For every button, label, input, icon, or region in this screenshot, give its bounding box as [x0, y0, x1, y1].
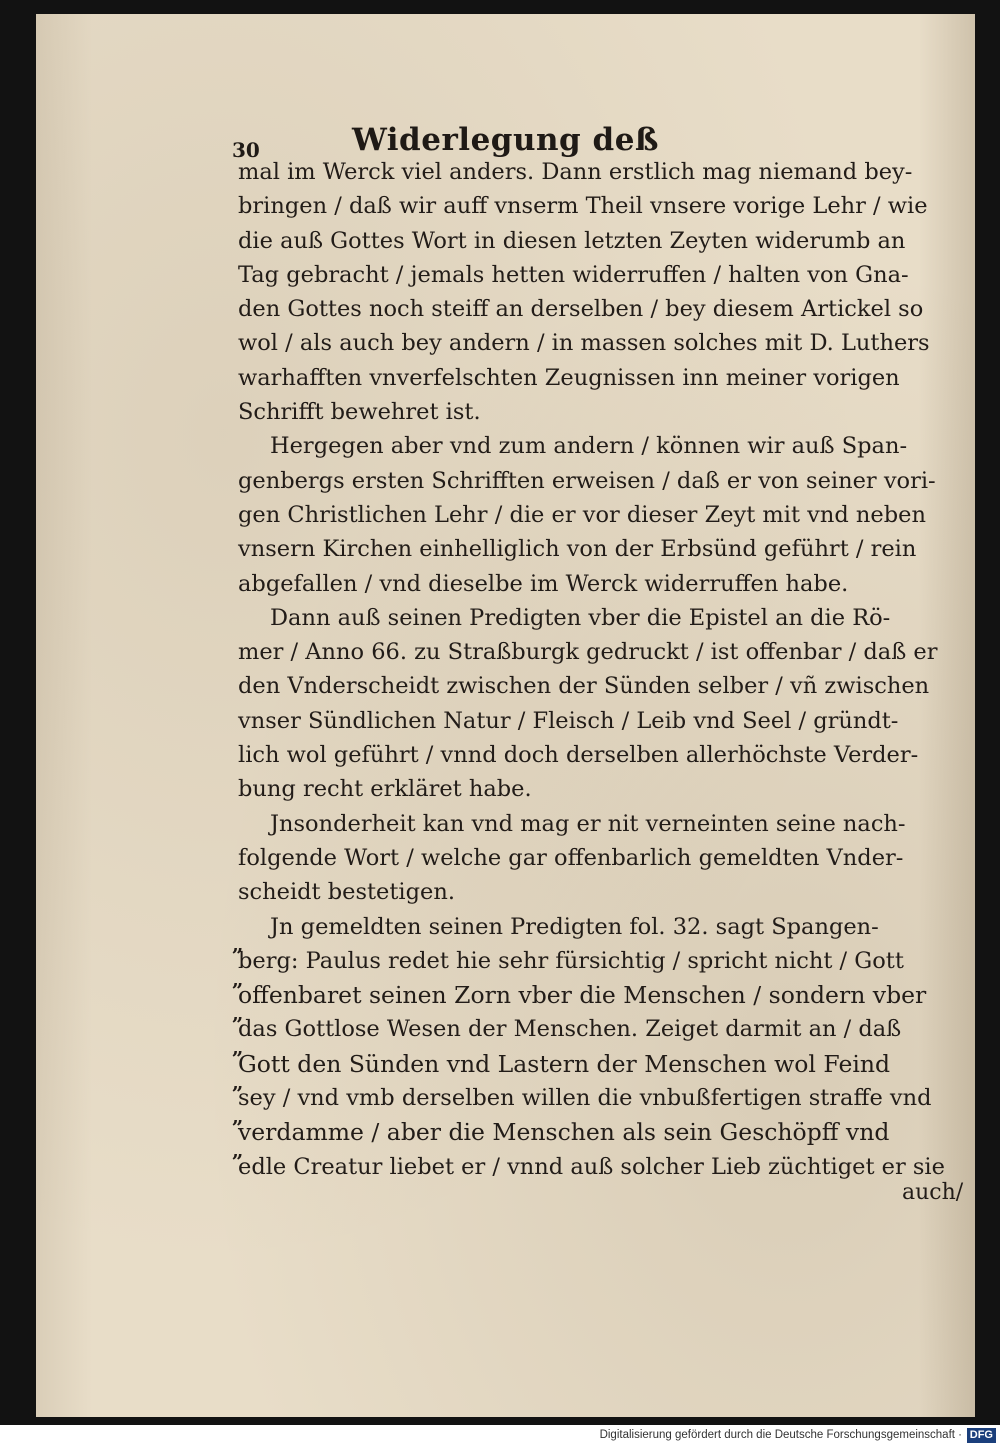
text-line: bung recht erkläret habe. — [238, 776, 532, 803]
text-line: edle Creatur liebet er / vnnd auß solcher Lieb züchtiget er sie — [238, 1153, 945, 1180]
text-line: Schrifft bewehret ist. — [238, 399, 481, 426]
text-line: gen Christlichen Lehr / die er vor dieser Zeyt mit vnd neben — [238, 501, 926, 528]
text-line: Jnsonderheit kan vnd mag er nit verneinten seine nach- — [270, 810, 906, 837]
quotation-mark: „ — [232, 1104, 244, 1128]
text-line: wol / als auch bey andern / in massen solches mit D. Luthers — [238, 330, 930, 357]
quotation-mark: „ — [232, 932, 244, 956]
text-line: berg: Paulus redet hie sehr fürsichtig / spricht nicht / Gott — [238, 947, 904, 974]
text-line: Hergegen aber vnd zum andern / können wir auß Span- — [270, 433, 908, 460]
text-line: den Vnderscheidt zwischen der Sünden selber / vñ zwischen — [238, 673, 930, 700]
text-line: abgefallen / vnd dieselbe im Werck widerruffen habe. — [238, 570, 849, 597]
running-head: Widerlegung deß — [352, 122, 659, 158]
text-line: genbergs ersten Schrifften erweisen / daß er von seiner vori- — [238, 467, 936, 494]
catchword: auch/ — [902, 1180, 964, 1205]
funding-credit: Digitalisierung gefördert durch die Deutsche Forschungsgemeinschaft · — [599, 1429, 962, 1441]
page-number: 30 — [232, 138, 260, 162]
text-line: offenbaret seinen Zorn vber die Menschen / sondern vber — [238, 981, 927, 1010]
quotation-mark: „ — [232, 1035, 244, 1059]
quotation-mark: „ — [232, 967, 244, 991]
text-line: verdamme / aber die Menschen als sein Geschöpff vnd — [238, 1118, 890, 1147]
text-line: vnser Sündlichen Natur / Fleisch / Leib vnd Seel / gründt- — [238, 707, 899, 734]
text-line: mer / Anno 66. zu Straßburgk gedruckt / ist offenbar / daß er — [238, 639, 938, 666]
text-line: Tag gebracht / jemals hetten widerruffen / halten von Gna- — [238, 261, 909, 288]
text-line: Dann auß seinen Predigten vber die Epistel an die Rö- — [270, 604, 891, 631]
quotation-mark: „ — [232, 1138, 244, 1162]
text-line: warhafften vnverfelschten Zeugnissen inn meiner vorigen — [238, 364, 900, 391]
text-line: vnsern Kirchen einhelliglich von der Erbsünd geführt / rein — [238, 536, 917, 563]
text-line: Gott den Sünden vnd Lastern der Menschen wol Feind — [238, 1049, 891, 1078]
text-block — [238, 155, 962, 1184]
text-line: sey / vnd vmb derselben willen die vnbußfertigen straffe vnd — [238, 1085, 932, 1112]
quotation-mark: „ — [232, 1001, 244, 1025]
text-line: die auß Gottes Wort in diesen letzten Zeyten widerumb an — [238, 227, 906, 254]
text-line: den Gottes noch steiff an derselben / bey diesem Artickel so — [238, 296, 924, 323]
text-line: das Gottlose Wesen der Menschen. Zeiget darmit an / daß — [238, 1016, 902, 1043]
text-line: scheidt bestetigen. — [238, 879, 455, 906]
footer-bar — [0, 1425, 1000, 1447]
text-line: Jn gemeldten seinen Predigten fol. 32. sagt Spangen- — [270, 913, 879, 940]
dfg-logo: DFG — [967, 1428, 996, 1443]
text-line: folgende Wort / welche gar offenbarlich gemeldten Vnder- — [238, 844, 904, 871]
quotation-mark: „ — [232, 1070, 244, 1094]
text-line: mal im Werck viel anders. Dann erstlich mag niemand bey- — [238, 159, 913, 185]
text-line: lich wol geführt / vnnd doch derselben allerhöchste Verder- — [238, 742, 919, 769]
book-page — [36, 14, 975, 1417]
text-line: bringen / daß wir auff vnserm Theil vnsere vorige Lehr / wie — [238, 193, 928, 220]
